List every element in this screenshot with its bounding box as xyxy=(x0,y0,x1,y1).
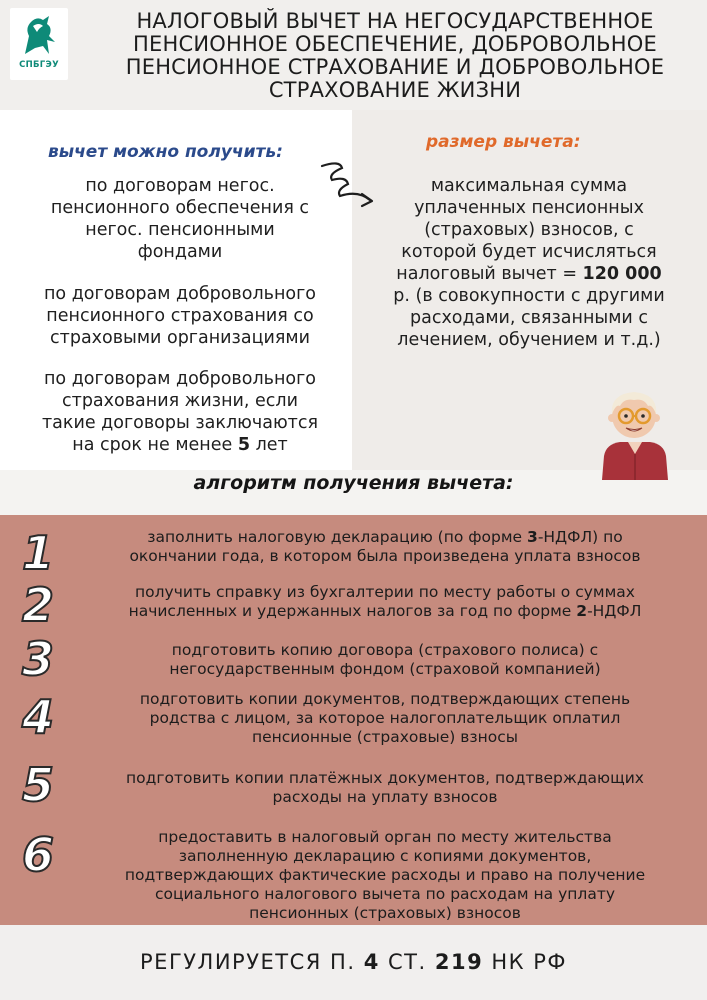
grandpa-illustration xyxy=(598,380,672,480)
form-number: 2 xyxy=(576,602,588,620)
text-part: СТ. xyxy=(379,950,435,974)
step-1-text xyxy=(80,528,690,566)
step-5-text xyxy=(80,769,690,807)
text-line: социального налогового вычета по расходам на уплату xyxy=(154,885,616,903)
text-line xyxy=(80,602,690,621)
university-logo xyxy=(10,8,68,80)
text-line: пенсионные (страховые) взносы xyxy=(251,728,519,746)
text-line: получить справку из бухгалтерии по месту работы о суммах xyxy=(135,583,635,601)
logo-text: СПБГЭУ xyxy=(19,60,59,70)
text-line: негос. пенсионными xyxy=(85,220,275,240)
text-line: р. (в совокупности с другими xyxy=(393,286,665,306)
griffin-icon xyxy=(19,14,59,58)
text-line: окончании года, в котором была произведена уплата взносов xyxy=(129,547,641,565)
step-number-4: 4 xyxy=(22,690,55,744)
text-part: налоговый вычет = xyxy=(396,264,583,284)
text-line: по договорам негос. xyxy=(85,176,275,196)
text-line xyxy=(364,263,694,285)
text-line: которой будет исчисляться xyxy=(401,242,657,262)
text-part: на срок не менее xyxy=(72,435,238,455)
condition-life-insurance xyxy=(20,368,340,456)
text-part: НК РФ xyxy=(483,950,567,974)
form-number: 3 xyxy=(527,528,538,546)
text-line: максимальная сумма xyxy=(430,176,628,196)
text-line xyxy=(80,528,690,547)
text-line: расходы на уплату взносов xyxy=(272,788,498,806)
page-title xyxy=(90,10,700,102)
step-2-text xyxy=(80,583,690,621)
text-line: по договорам добровольного xyxy=(43,369,317,389)
text-line: по договорам добровольного xyxy=(43,284,317,304)
step-3-text xyxy=(80,641,690,679)
text-line: пенсионных (страховых) взносов xyxy=(249,904,521,922)
text-part: лет xyxy=(250,435,288,455)
step-6-text xyxy=(80,828,690,923)
step-number-6: 6 xyxy=(22,828,55,882)
text-part: начисленных и удержанных налогов за год по форме xyxy=(128,602,577,620)
legal-basis xyxy=(0,950,707,974)
text-line: предоставить в налоговый орган по месту жительства xyxy=(158,828,612,846)
text-line: подтверждающих фактические расходы и право на получение xyxy=(124,866,646,884)
clause-number: 4 xyxy=(363,950,380,974)
condition-npf xyxy=(20,175,340,263)
step-number-5: 5 xyxy=(22,758,55,812)
text-part: -НДФЛ) по xyxy=(537,528,623,546)
step-number-3: 3 xyxy=(22,632,55,686)
text-line: подготовить копии документов, подтверждающих степень xyxy=(139,690,631,708)
step-number-1: 1 xyxy=(22,526,55,580)
title-line: НАЛОГОВЫЙ ВЫЧЕТ НА НЕГОСУДАРСТВЕННОЕ xyxy=(136,9,654,33)
condition-pension-insurance xyxy=(20,283,340,349)
title-line: ПЕНСИОННОЕ ОБЕСПЕЧЕНИЕ, ДОБРОВОЛЬНОЕ xyxy=(133,32,657,56)
deduction-size-heading: размер вычета: xyxy=(426,132,581,152)
text-line: родства с лицом, за которое налогоплательщик оплатил xyxy=(149,709,621,727)
text-line: пенсионного страхования со xyxy=(46,306,314,326)
years-number: 5 xyxy=(237,435,251,455)
article-number: 219 xyxy=(434,950,484,974)
step-4-text xyxy=(80,690,690,747)
title-line: ПЕНСИОННОЕ СТРАХОВАНИЕ И ДОБРОВОЛЬНОЕ xyxy=(125,55,665,79)
who-can-get-heading: вычет можно получить: xyxy=(48,142,283,162)
max-amount: 120 000 xyxy=(582,264,662,284)
text-line: (страховых) взносов, с xyxy=(424,220,634,240)
text-line: страховыми организациями xyxy=(50,328,310,348)
text-line: уплаченных пенсионных xyxy=(414,198,644,218)
text-line: пенсионного обеспечения с xyxy=(50,198,310,218)
text-line: подготовить копии платёжных документов, подтверждающих xyxy=(126,769,644,787)
text-line: фондами xyxy=(137,242,223,262)
text-part: -НДФЛ xyxy=(587,602,642,620)
text-line: негосударственным фондом (страховой компанией) xyxy=(169,660,601,678)
text-line: подготовить копию договора (страхового полиса) с xyxy=(171,641,599,659)
text-part: РЕГУЛИРУЕТСЯ П. xyxy=(140,950,364,974)
text-line: страхования жизни, если xyxy=(62,391,298,411)
text-line: расходами, связанными с xyxy=(410,308,648,328)
step-number-2: 2 xyxy=(22,578,55,632)
text-part: заполнить налоговую декларацию (по форме xyxy=(147,528,528,546)
title-line: СТРАХОВАНИЕ ЖИЗНИ xyxy=(268,78,522,102)
text-line xyxy=(20,434,340,456)
text-line: лечением, обучением и т.д.) xyxy=(397,330,661,350)
deduction-size-text xyxy=(364,175,694,351)
text-line: такие договоры заключаются xyxy=(41,413,319,433)
algorithm-title: алгоритм получения вычета: xyxy=(193,472,514,494)
text-line: заполненную декларацию с копиями документов, xyxy=(178,847,592,865)
